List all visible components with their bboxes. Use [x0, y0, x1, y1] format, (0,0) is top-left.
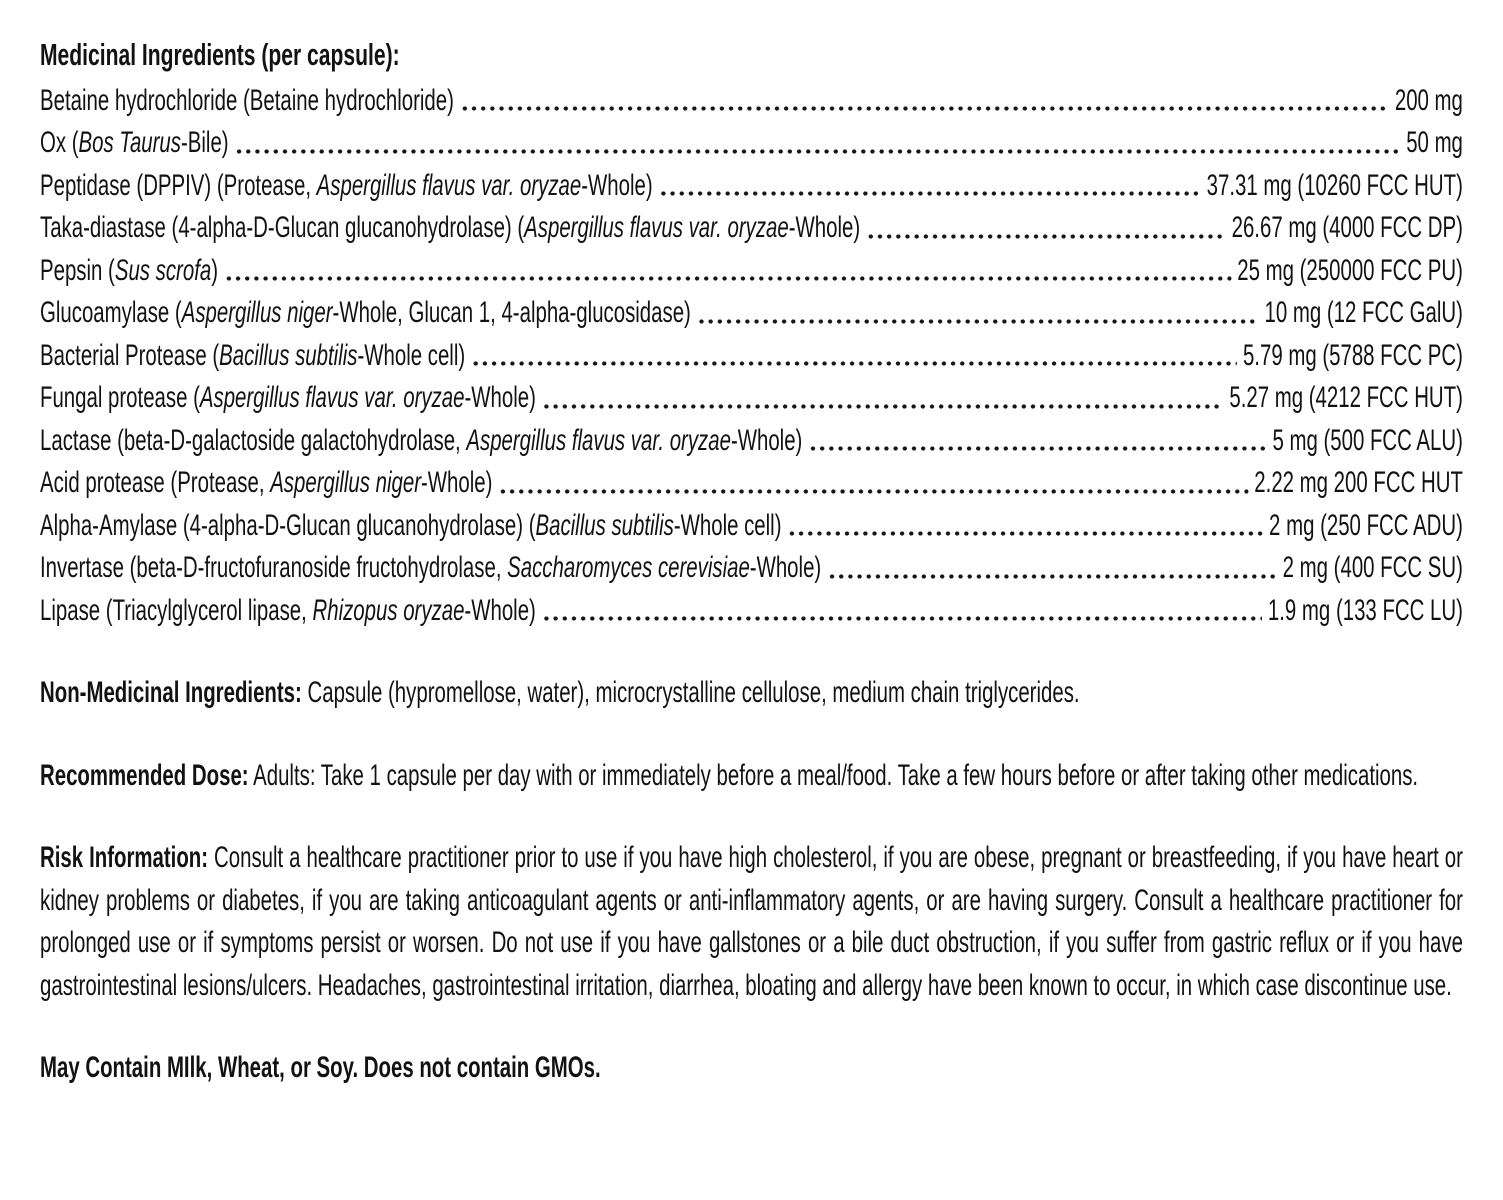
ingredient-row: [40, 207, 1463, 250]
non-medicinal-section: [40, 672, 1463, 715]
ingredient-amount: 10 mg (12 FCC GalU): [1264, 296, 1463, 329]
recommended-dose-text: Adults: Take 1 capsule per day with or immediately before a meal/food. Take a few hours before or after taking other medications.: [248, 758, 1419, 792]
dot-leader: [499, 489, 1249, 494]
non-medicinal-text: Capsule (hypromellose, water), microcrystalline cellulose, medium chain triglycerides.: [301, 676, 1080, 709]
ingredient-row: [40, 122, 1463, 165]
risk-information-text: Consult a healthcare practitioner prior to use if you have high cholesterol, if you are obese, pregnant or breastfeeding, if you have heart or kidney problems or diabetes, if you are taking anticoagulant agents or anti-inflammatory agents, or are having surgery. Consult a healthcare practitioner for prolonged use or if symptoms persist or worsen. Do not use if you have gallstones or a bile duct obstruction, if you suffer from gastric reflux or if you have gastrointestinal lesions/ulcers. Headaches, gastrointestinal irritation, diarrhea, bloating and allergy have been known to occur, in which case discontinue use.: [40, 841, 1463, 1002]
dot-leader: [542, 404, 1223, 409]
ingredient-amount: 5 mg (500 FCC ALU): [1272, 423, 1463, 457]
risk-information-label: Risk Information:: [40, 841, 209, 874]
ingredient-row: [40, 420, 1463, 463]
dot-leader: [827, 574, 1276, 579]
dot-leader: [697, 319, 1258, 324]
dot-leader: [866, 234, 1225, 239]
ingredient-name: Acid protease (Protease, Aspergillus niger-Whole): [40, 466, 493, 499]
dot-leader: [808, 446, 1266, 451]
ingredient-row: [40, 377, 1463, 420]
ingredient-amount: 5.27 mg (4212 FCC HUT): [1229, 381, 1463, 414]
ingredient-name: Fungal protease (Aspergillus flavus var. oryzae-Whole): [40, 381, 536, 414]
ingredient-amount: 5.79 mg (5788 FCC PC): [1242, 338, 1463, 372]
dot-leader: [471, 361, 1237, 366]
ingredient-amount: 2 mg (400 FCC SU): [1282, 551, 1463, 584]
ingredient-name: Lipase (Triacylglycerol lipase, Rhizopus oryzae-Whole): [40, 593, 536, 627]
ingredient-amount: 2 mg (250 FCC ADU): [1269, 508, 1463, 542]
ingredient-name: Ox (Bos Taurus-Bile): [40, 126, 229, 159]
ingredient-list: [40, 80, 1463, 633]
ingredient-row: [40, 462, 1463, 505]
ingredient-amount: 50 mg: [1406, 126, 1463, 159]
dot-leader: [235, 149, 1400, 154]
recommended-dose-section: [40, 755, 1463, 798]
recommended-dose-label: Recommended Dose:: [40, 758, 249, 792]
label-content: [40, 34, 1463, 1090]
ingredient-name: Bacterial Protease (Bacillus subtilis-Whole cell): [40, 338, 466, 372]
ingredient-amount: 2.22 mg 200 FCC HUT: [1254, 466, 1463, 499]
ingredient-name: Lactase (beta-D-galactoside galactohydrolase, Aspergillus flavus var. oryzae-Whole): [40, 423, 803, 457]
dot-leader: [788, 531, 1263, 536]
ingredient-name: Pepsin (Sus scrofa): [40, 253, 219, 287]
dot-leader: [659, 191, 1201, 196]
dot-leader: [460, 106, 1389, 111]
ingredient-name: Glucoamylase (Aspergillus niger-Whole, Glucan 1, 4-alpha-glucosidase): [40, 296, 691, 329]
ingredient-row: [40, 292, 1463, 335]
ingredient-row: [40, 165, 1463, 208]
ingredient-row: [40, 590, 1463, 633]
risk-information-section: [40, 837, 1463, 1007]
ingredient-row: [40, 505, 1463, 548]
medicinal-ingredients-heading: Medicinal Ingredients (per capsule):: [40, 37, 400, 72]
ingredient-name: Invertase (beta-D-fructofuranoside fructohydrolase, Saccharomyces cerevisiae-Whole): [40, 551, 822, 584]
dot-leader: [542, 616, 1262, 621]
ingredient-name: Betaine hydrochloride (Betaine hydrochloride): [40, 83, 454, 117]
allergen-statement: May Contain MIlk, Wheat, or Soy. Does not contain GMOs.: [40, 1051, 601, 1084]
ingredient-name: Alpha-Amylase (4-alpha-D-Glucan glucanohydrolase) (Bacillus subtilis-Whole cell): [40, 508, 782, 542]
ingredient-row: [40, 80, 1463, 123]
ingredient-amount: 200 mg: [1394, 83, 1463, 117]
ingredient-amount: 37.31 mg (10260 FCC HUT): [1206, 168, 1463, 202]
ingredient-amount: 1.9 mg (133 FCC LU): [1267, 593, 1463, 627]
ingredient-name: Peptidase (DPPIV) (Protease, Aspergillus flavus var. oryzae-Whole): [40, 168, 653, 202]
ingredient-amount: 26.67 mg (4000 FCC DP): [1231, 211, 1463, 244]
ingredient-name: Taka-diastase (4-alpha-D-Glucan glucanohydrolase) (Aspergillus flavus var. oryzae-Whole): [40, 211, 861, 244]
ingredient-amount: 25 mg (250000 FCC PU): [1237, 253, 1463, 287]
ingredient-row: [40, 547, 1463, 590]
ingredient-row: [40, 335, 1463, 378]
ingredient-row: [40, 250, 1463, 293]
non-medicinal-label: Non-Medicinal Ingredients:: [40, 676, 302, 709]
dot-leader: [224, 276, 1231, 281]
